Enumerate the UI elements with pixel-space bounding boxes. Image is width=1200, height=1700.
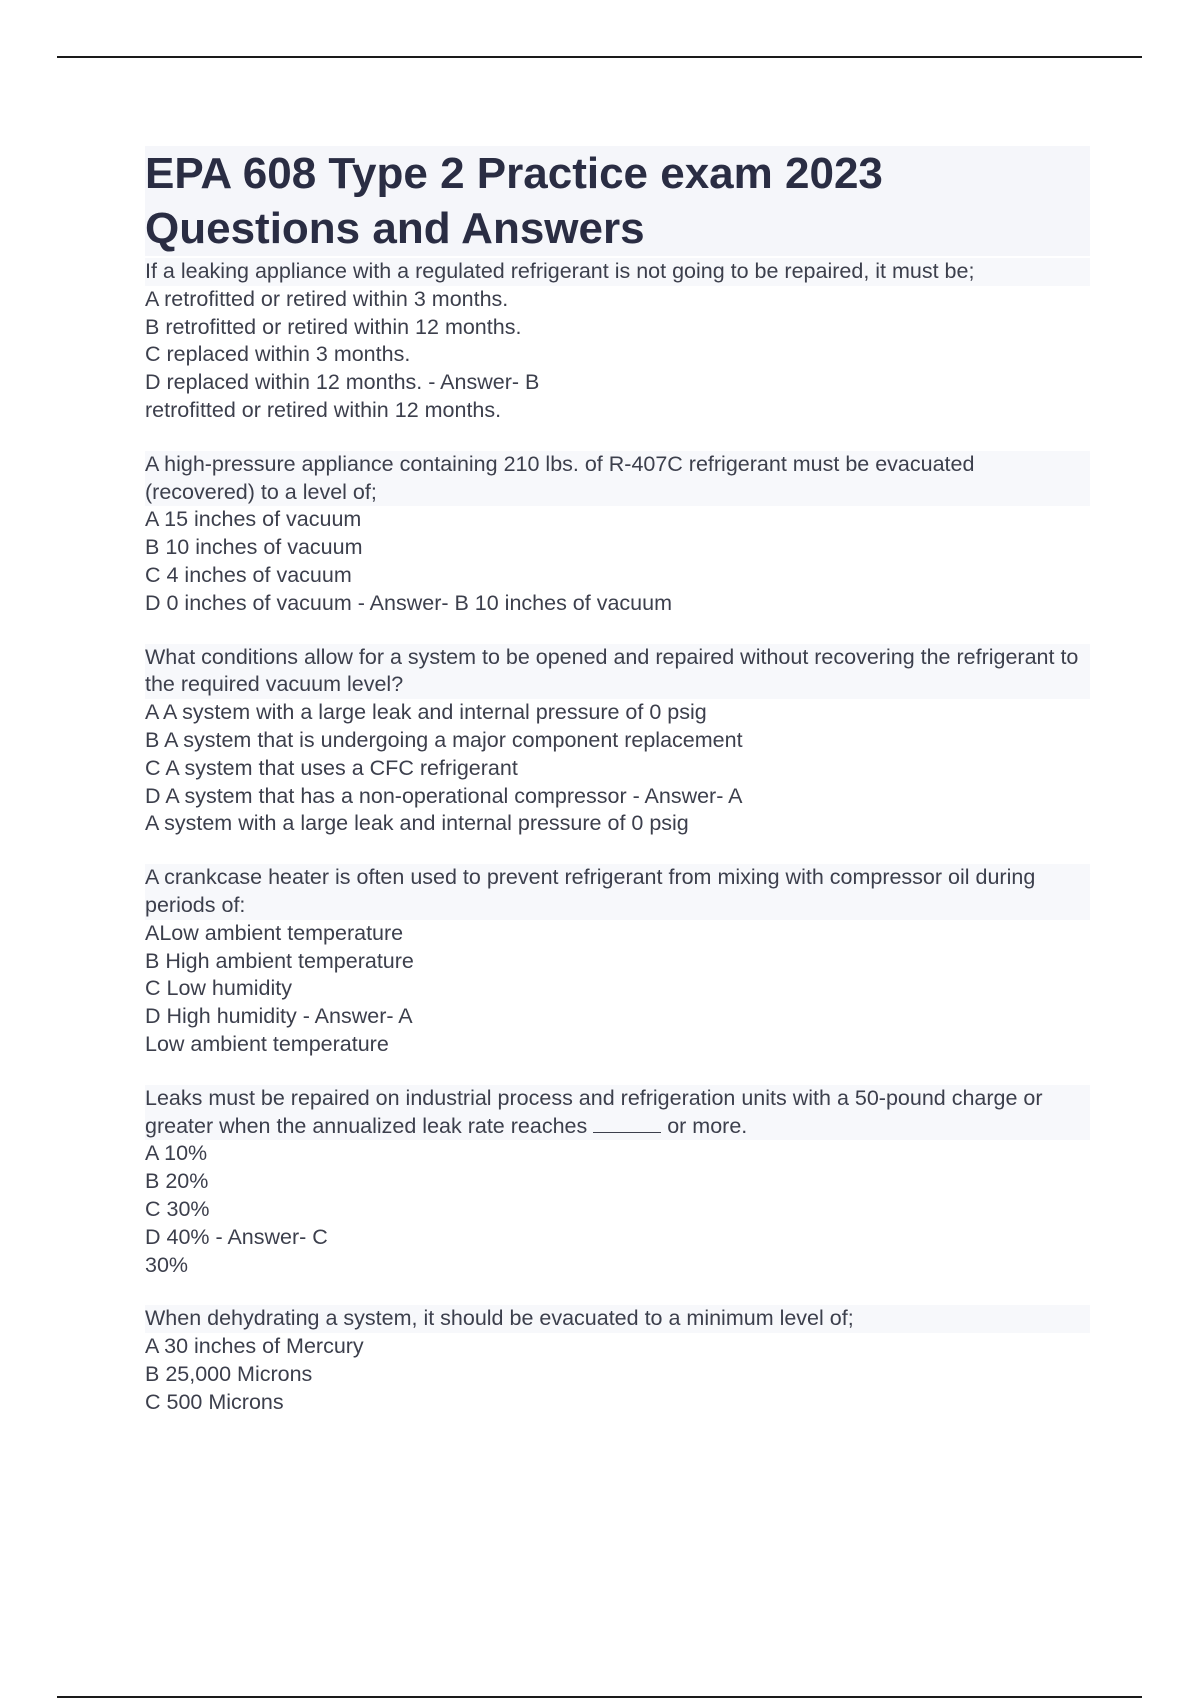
question-text: A crankcase heater is often used to prevent refrigerant from mixing with compressor oil during periods of: [145,864,1090,920]
option-b: B 20% [145,1169,209,1194]
top-rule [57,56,1142,58]
question-block-5 [145,1085,1090,1280]
option-c: C 4 inches of vacuum [145,562,352,587]
option-d-answer: D A system that has a non-operational compressor - Answer- A [145,783,743,808]
option-d-answer: D High humidity - Answer- A [145,1004,413,1029]
option-a: A retrofitted or retired within 3 months. [145,286,509,311]
question-text: When dehydrating a system, it should be evacuated to a minimum level of; [145,1305,1090,1333]
option-d-answer: D replaced within 12 months. - Answer- B [145,370,540,395]
question-text: If a leaking appliance with a regulated refrigerant is not going to be repaired, it must be; [145,258,1090,286]
option-c: C A system that uses a CFC refrigerant [145,755,518,780]
option-d-answer: D 40% - Answer- C [145,1224,328,1249]
question-text: What conditions allow for a system to be opened and repaired without recovering the refrigerant to the required vacuum level? [145,644,1090,700]
option-b: B High ambient temperature [145,948,414,973]
answer-text: retrofitted or retired within 12 months. [145,397,502,422]
answer-text: A system with a large leak and internal pressure of 0 psig [145,811,689,836]
option-d-answer: D 0 inches of vacuum - Answer- B 10 inches of vacuum [145,590,672,615]
option-b: B 25,000 Microns [145,1361,313,1386]
question-text-before-blank: Leaks must be repaired on industrial process and refrigeration units with a 50-pound charge or greater when the annualized leak rate reaches [145,1085,1043,1138]
question-block-4 [145,864,1090,1059]
option-b: B retrofitted or retired within 12 months. [145,314,522,339]
option-c: C Low humidity [145,976,292,1001]
option-c: C 500 Microns [145,1389,284,1414]
question-block-1 [145,258,1090,425]
option-c: C 30% [145,1196,210,1221]
option-a: A 15 inches of vacuum [145,507,362,532]
question-block-2 [145,451,1090,618]
option-b: B A system that is undergoing a major component replacement [145,727,743,752]
bottom-rule [57,1696,1142,1698]
option-a: A 30 inches of Mercury [145,1334,364,1359]
option-c: C replaced within 3 months. [145,342,411,367]
question-text-after-blank: or more. [667,1113,748,1138]
option-a: A A system with a large leak and internal pressure of 0 psig [145,700,707,725]
question-block-3 [145,644,1090,839]
option-a: A 10% [145,1141,208,1166]
question-block-6 [145,1305,1090,1416]
option-a: ALow ambient temperature [145,920,404,945]
document-title: EPA 608 Type 2 Practice exam 2023 Questions and Answers [145,146,1090,256]
answer-blank [593,1114,661,1133]
question-text [145,1085,1090,1141]
question-text: A high-pressure appliance containing 210 lbs. of R-407C refrigerant must be evacuated (recovered) to a level of; [145,451,1090,507]
answer-text: 30% [145,1252,189,1277]
option-b: B 10 inches of vacuum [145,535,363,560]
answer-text: Low ambient temperature [145,1031,389,1056]
document-body [145,146,1090,1442]
